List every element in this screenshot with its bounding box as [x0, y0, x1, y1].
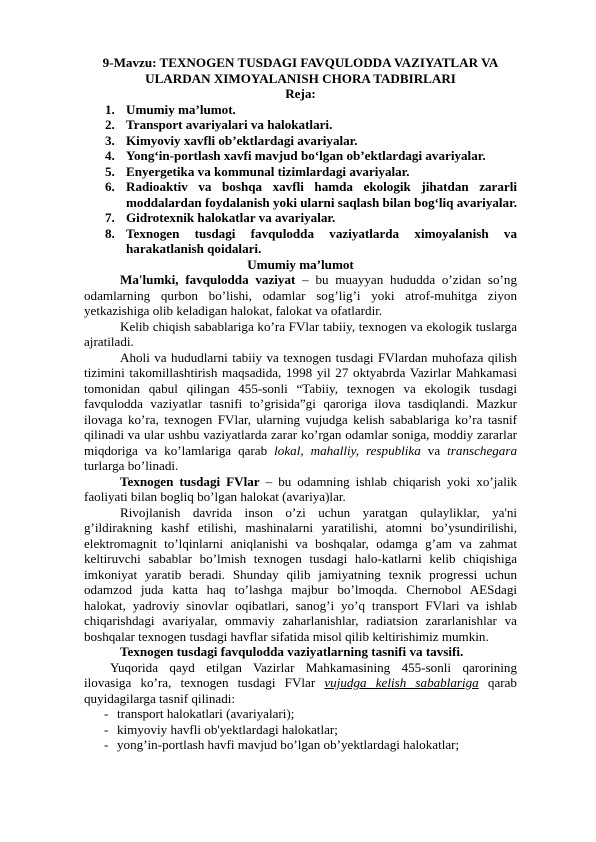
- paragraph-definition: Ma'lumki, favqulodda vaziyat – bu muayyan hududda o’zidan so’ng odamlarning qurbon bo’lishi, odamlar sog’lig’i yoki atrof-muhitga ziyon yetkazishiga olib keladigan halokat, falokat va ofatlardir.: [84, 272, 517, 318]
- paragraph-development: Rivojlanish davrida inson o’zi uchun yaratgan qulayliklar, ya'ni g’ildirakning kashf etilishi, mashinalarni yaratilishi, atomni bo’ysundirilishi, elektromagnit to’lqinlarni aniqlanishi va boshqalar, odamga g’am va zahmat keltiruvchi sabablar bo’lmish texnogen tusdagi halo-katlarni kelib chiqishiga imkoniyat yaratib beradi. Shunday qilib jamiyatning texnik progressi uchun odamzod juda katta haq to’lashga majbur bo’lmoqda. Chernobol AESdagi halokat, yadroviy sinovlar oqibatlari, sanog’i yo’q transport FVlari va ishlab chiqarishdagi avariyalar, ommaviy zaharlanishlar, radiatsion zararlanishlar va boshqalar texnogen tusdagi havflar sifatida misol qilib keltirishimiz mumkin.: [84, 504, 517, 644]
- plan-list: [84, 102, 517, 257]
- section-heading: Umumiy ma’lumot: [247, 256, 354, 272]
- plan-item: 3. Kimyoviy xavfli ob’ektlardagi avariyalar.: [105, 132, 358, 148]
- subsection-heading: Texnogen tusdagi favqulodda vaziyatlarning tasnifi va tavsifi.: [120, 644, 464, 659]
- plan-item: 4. Yong‘in-portlash xavfi mavjud bo‘lgan ob’ektlardagi avariyalar.: [105, 148, 486, 163]
- plan-item: 1. Umumiy ma’lumot.: [105, 101, 236, 117]
- plan-item: 8. Texnogen tusdagi favqulodda vaziyatlarda ximoyalanish va harakatlanish qoidalari.: [105, 225, 517, 256]
- plan-item: 6. Radioaktiv va boshqa xavfli hamda ekologik jihatdan zararli moddalardan foydalanish yoki ularni saqlash bilan bog‘liq avariyalar.: [105, 179, 517, 210]
- paragraph-categories-intro: Yuqorida qayd etilgan Vazirlar Mahkamasining 455-sonli qarorining ilovasiga ko’ra, texnogen tusdagi FVlar vujudga kelish sabablariga qarab quyidagilarga tasnif qilinadi:: [84, 659, 517, 706]
- plan-item: 5. Enyergetika va kommunal tizimlardagi avariyalar.: [105, 163, 410, 179]
- plan-item: 2. Transport avariyalari va halokatlari.: [105, 117, 333, 132]
- plan-item: 7. Gidrotexnik halokatlar va avariyalar.: [105, 210, 336, 225]
- page-title: 9-Mavzu: TEXNOGEN TUSDAGI FAVQULODDA VAZIYATLAR VA ULARDAN XIMOYALANISH CHORA TADBIRLARI: [102, 55, 499, 86]
- list-item: - transport halokatlari (avariyalari);: [104, 706, 517, 722]
- list-item: - yong’in-portlash havfi mavjud bo’lgan ob’yektlardagi halokatlar;: [104, 737, 517, 753]
- plan-heading: Reja:: [285, 86, 316, 101]
- list-item: - kimyoviy havfli ob'yektlardagi halokatlar;: [104, 722, 517, 738]
- paragraph-technogenic-definition: Texnogen tusdagi FVlar – bu odamning ishlab chiqarish yoki xo’jalik faoliyati bilan bogliq bo’lgan halokat (avariya)lar.: [84, 473, 518, 504]
- paragraph-resolution: Aholi va hududlarni tabiiy va texnogen tusdagi FVlardan muhofaza qilish tizimini takomillashtirish maqsadida, 1998 yil 27 oktyabrda Vazirlar Mahkamasi tomonidan qabul qilingan 455-sonli “Tabiiy, texnogen va ekologik tusdagi favqulodda vaziyatlar tasnifi to’grisida”gi qaroriga ilova tasdiqlandi. Mazkur ilovaga ko’ra, texnogen FVlar, ularning vujudga kelish sabablariga ko’ra tasnif qilinadi va ular ushbu vaziyatlarda zarar ko’rgan odamlar soniga, moddiy zararlar miqdoriga va ko’lamlariga qarab lokal, mahalliy, respublika va transchegara turlarga bo’linadi.: [84, 349, 518, 473]
- category-list: [84, 706, 517, 753]
- paragraph-classification: Kelib chiqish sabablariga ko’ra FVlar tabiiy, texnogen va ekologik tuslarga ajratiladi.: [84, 318, 517, 349]
